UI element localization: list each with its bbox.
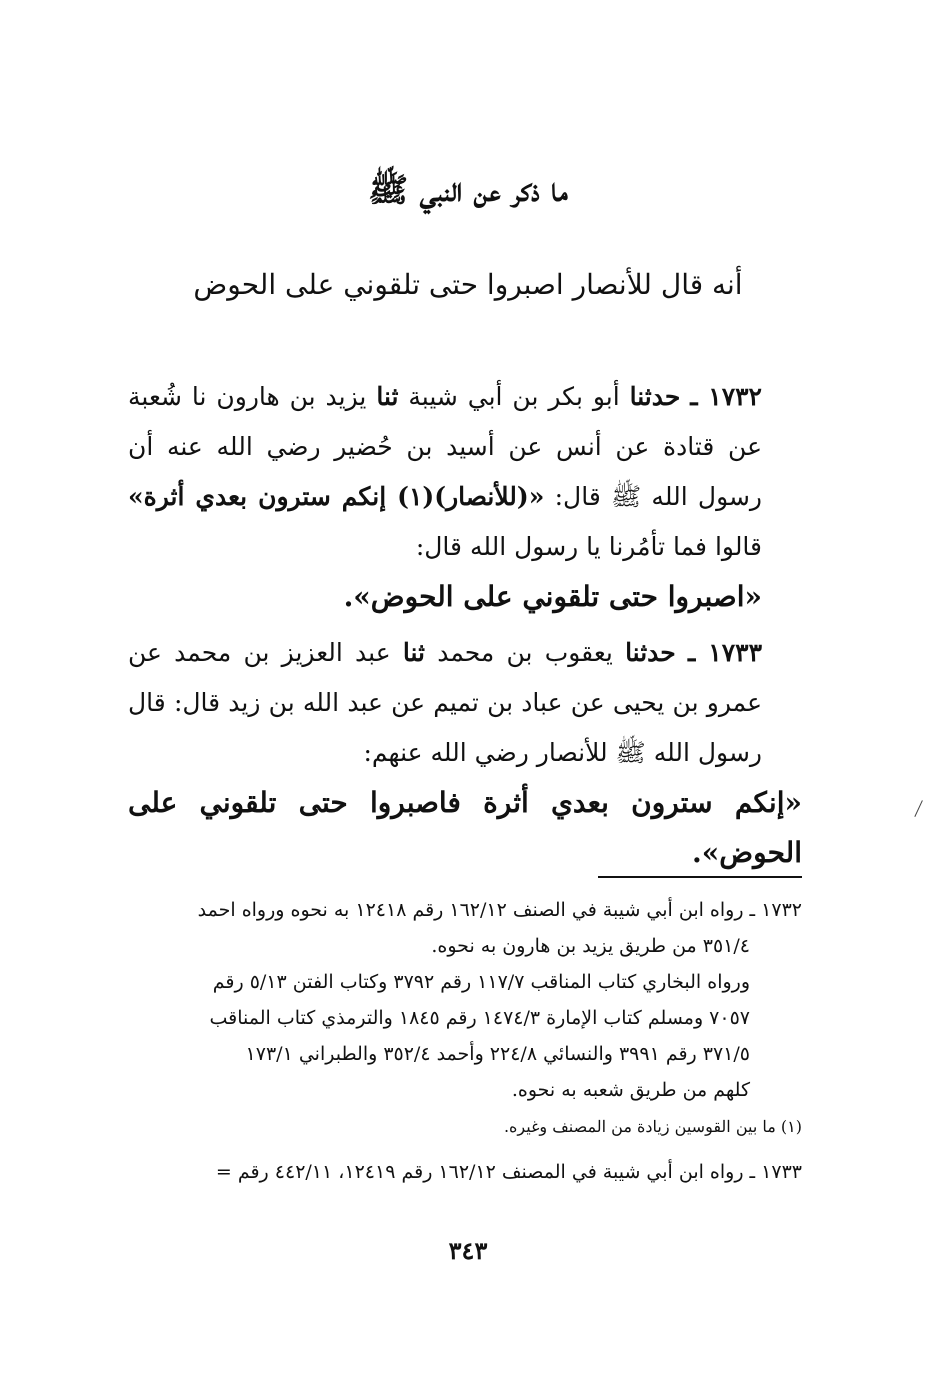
prophet-quote: «إنكم سترون بعدي أثرة فاصبروا حتى تلقوني على الحوض». [128,786,802,869]
narration-lead: ثنا [376,382,399,411]
narrator-text: عبد العزيز بن محمد عن عمرو بن يحيى عن عباد بن تميم عن عبد الله بن زيد قال: قال رسول الله ﷺ للأنصار رضي الله عنهم: [128,638,762,767]
prophet-quote: «اصبروا حتى تلقوني على الحوض». [343,580,762,613]
chapter-title: ما ذكر عن النبي ﷺ [368,170,568,209]
hadith-1733 [128,628,802,778]
page-number: ٣٤٣ [448,1236,488,1265]
narration-lead: ثنا [402,638,425,667]
footnote-line: ورواه البخاري كتاب المناقب ١١٧/٧ رقم ٣٧٩٢ وكتاب الفتن ٥/١٣ رقم [212,971,750,993]
margin-mark [914,800,924,818]
footnote-line: ٣٧١/٥ رقم ٣٩٩١ والنسائي ٢٢٤/٨ وأحمد ٣٥٢/٤ والطبراني ١٧٣/١ [245,1043,750,1065]
narration-lead: حدثنا [625,638,676,667]
main-text [128,372,802,878]
narrator-text: يزيد بن هارون نا شُعبة عن قتادة عن أنس عن أسيد بن حُضير رضي الله عنه أن رسول الله ﷺ قال: [128,382,762,511]
footnote-line: ٣٥١/٤ من طريق يزيد بن هارون به نحوه. [431,935,750,957]
footnote-divider [598,876,802,878]
chapter-subtitle: أنه قال للأنصار اصبروا حتى تلقوني على الحوض [193,268,743,301]
prophet-quote: «(للأنصار)(١) إنكم سترون بعدي أثرة» [128,482,545,511]
footnote-line: ١٧٣٢ ـ رواه ابن أبي شيبة في الصنف ١٦٢/١٢ رقم ١٢٤١٨ به نحوه ورواه احمد [197,899,802,921]
hadith-number: ١٧٣٣ ـ [687,638,762,667]
hadith-1732 [128,372,802,572]
narrator-text: أبو بكر بن أبي شيبة [408,382,620,411]
narrator-text: يعقوب بن محمد [437,638,613,667]
narration-lead: حدثنا [629,382,681,411]
footnote-note: (١) ما بين القوسين زيادة من المصنف وغيره. [503,1117,802,1136]
footnote-line: كلهم من طريق شعبه به نحوه. [511,1079,750,1101]
footnotes [118,892,802,1190]
narrator-text: قالوا فما تأمُرنا يا رسول الله قال: [415,532,762,561]
footnote-line: ١٧٣٣ ـ رواه ابن أبي شيبة في المصنف ١٦٢/١٢ رقم ١٢٤١٩، ٤٤٢/١١ رقم = [215,1161,802,1183]
footnote-line: ٧٠٥٧ ومسلم كتاب الإمارة ١٤٧٤/٣ رقم ١٨٤٥ والترمذي كتاب المناقب [209,1007,750,1029]
hadith-number: ١٧٣٢ ـ [690,382,762,411]
